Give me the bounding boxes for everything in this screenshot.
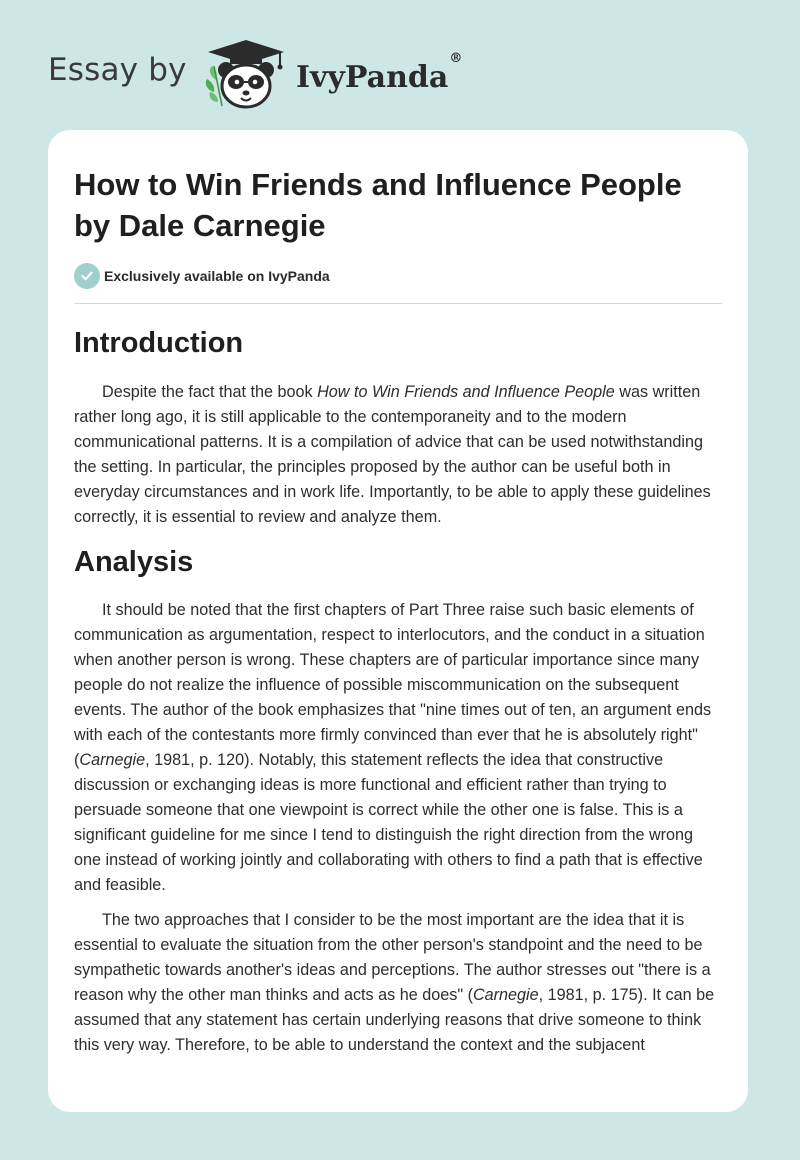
text-run: , 1981, p. 120). Notably, this statement reflects the idea that constructive discussion or exchanging ideas is more functional and efficient rather than trying to persuade someone that one viewpoint is correct while the other one is false. This is a significant guideline for me since I tend to distinguish the right direction from the wrong one instead of working jointly and collaborating with others to find a path that is effective and feasible.: [74, 751, 703, 894]
essay-by-label: Essay by: [48, 52, 187, 88]
citation-author-italic: Carnegie: [79, 751, 146, 769]
essay-title: How to Win Friends and Influence People by Dale Carnegie: [74, 167, 682, 243]
essay-body: [74, 326, 724, 1058]
brand-name: IvyPanda: [296, 60, 449, 95]
book-title-italic: How to Win Friends and Influence People: [317, 383, 615, 401]
check-circle-icon: [74, 263, 100, 289]
text-run: , 1981, p. 175). It can be assumed that any statement has certain underlying reasons that drive someone to think this very way. Therefore, to be able to understand the context and the subjacent: [74, 986, 715, 1054]
brand-logo[interactable]: [296, 51, 463, 96]
analysis-paragraph-1: [74, 598, 724, 898]
text-run: It should be noted that the first chapters of Part Three raise such basic elements of communication as argumentation, respect to interlocutors, and the conduct in a situation when another person is wrong. These chapters are of particular importance since many people do not realize the influence of possible miscommunication on the subsequent events. The author of the book emphasizes that "nine times out of ten, an argument ends with each of the contestants more firmly convinced than ever that he is absolutely right" (: [74, 601, 712, 769]
text-run: was written rather long ago, it is still applicable to the contemporaneity and to the modern communicational patterns. It is a compilation of advice that can be used notwithstanding the setting. In particular, the principles proposed by the author can be useful both in everyday circumstances and in work life. Importantly, to be able to apply these guidelines correctly, it is essential to review and analyze them.: [74, 383, 711, 526]
badge-label: Exclusively available on IvyPanda: [104, 268, 330, 284]
title-divider: [74, 303, 722, 304]
section-heading-analysis: Analysis: [74, 546, 194, 578]
exclusive-badge: [74, 263, 330, 289]
registered-mark: ®: [449, 51, 463, 66]
citation-author-italic: Carnegie: [472, 986, 539, 1004]
site-header: [0, 0, 800, 125]
text-run: Despite the fact that the book: [102, 383, 318, 401]
intro-paragraph: [74, 380, 724, 530]
section-heading-introduction: Introduction: [74, 327, 244, 359]
analysis-paragraph-2: [74, 908, 724, 1058]
panda-graduate-icon[interactable]: [200, 36, 292, 110]
text-run: The two approaches that I consider to be the most important are the idea that it is essential to evaluate the situation from the other person's standpoint and the need to be sympathetic towards another's ideas and perceptions. The author stresses out "there is a reason why the other man thinks and acts as he does" (: [74, 911, 711, 1004]
essay-card: [48, 130, 748, 1112]
